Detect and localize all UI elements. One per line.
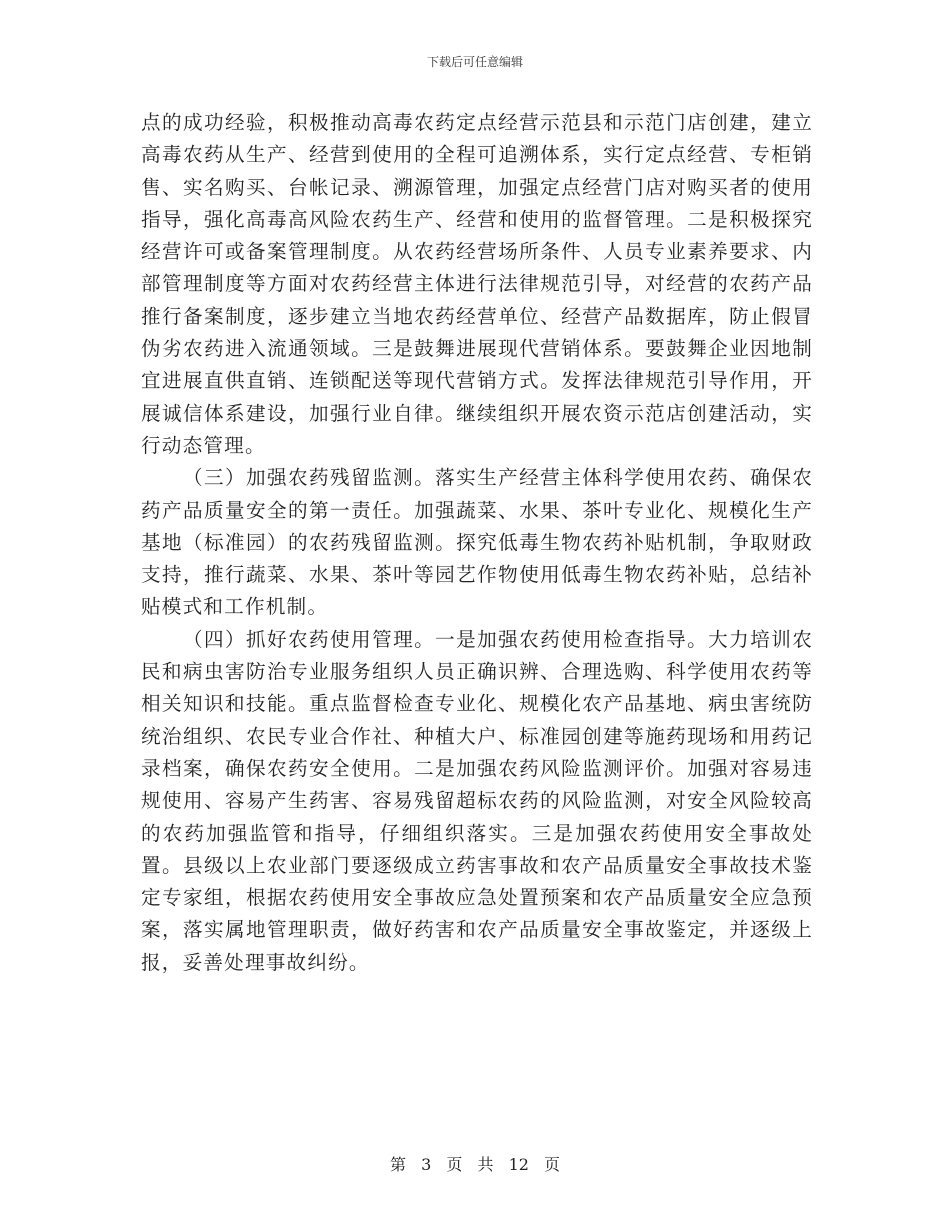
footer-label-total-unit: 页: [544, 1155, 561, 1174]
footer-label-page: 第: [389, 1155, 406, 1174]
header-note: 下载后可任意编辑: [426, 55, 523, 69]
footer-total-pages: 12: [508, 1155, 529, 1174]
document-body: [141, 107, 813, 979]
footer-label-page-unit: 页: [446, 1155, 463, 1174]
paragraph-2: （三）加强农药残留监测。落实生产经营主体科学使用农药、确保农药产品质量安全的第一责任。加强蔬菜、水果、茶叶专业化、规模化生产基地（标准园）的农药残留监测。探究低毒生物农药补贴机制，争取财政支持，推行蔬菜、水果、茶叶等园艺作物使用低毒生物农药补贴，总结补贴模式和工作机制。: [141, 466, 813, 619]
footer-current-page: 3: [421, 1155, 432, 1174]
paragraph-3: （四）抓好农药使用管理。一是加强农药使用检查指导。大力培训农民和病虫害防治专业服务组织人员正确识辨、合理选购、科学使用农药等相关知识和技能。重点监督检查专业化、规模化农产品基地、病虫害统防统治组织、农民专业合作社、种植大户、标准园创建等施药现场和用药记录档案，确保农药安全使用。二是加强农药风险监测评价。加强对容易违规使用、容易产生药害、容易残留超标农药的风险监测，对安全风险较高的农药加强监管和指导，仔细组织落实。三是加强农药使用安全事故处置。县级以上农业部门要逐级成立药害事故和农产品质量安全事故技术鉴定专家组，根据农药使用安全事故应急处置预案和农产品质量安全应急预案，落实属地管理职责，做好药害和农产品质量安全事故鉴定，并逐级上报，妥善处理事故纠纷。: [141, 627, 813, 974]
page-header: [0, 54, 950, 70]
paragraph-1: 点的成功经验，积极推动高毒农药定点经营示范县和示范门店创建，建立高毒农药从生产、经营到使用的全程可追溯体系，实行定点经营、专柜销售、实名购买、台帐记录、溯源管理，加强定点经营门店对购买者的使用指导，强化高毒高风险农药生产、经营和使用的监督管理。二是积极探究经营许可或备案管理制度。从农药经营场所条件、人员专业素养要求、内部管理制度等方面对农药经营主体进行法律规范引导，对经营的农药产品推行备案制度，逐步建立当地农药经营单位、经营产品数据库，防止假冒伪劣农药进入流通领域。三是鼓舞进展现代营销体系。要鼓舞企业因地制宜进展直供直销、连锁配送等现代营销方式。发挥法律规范引导作用，开展诚信体系建设，加强行业自律。继续组织开展农资示范店创建活动，实行动态管理。: [141, 111, 813, 457]
page-footer: [0, 1154, 950, 1176]
footer-label-total: 共: [477, 1155, 494, 1174]
